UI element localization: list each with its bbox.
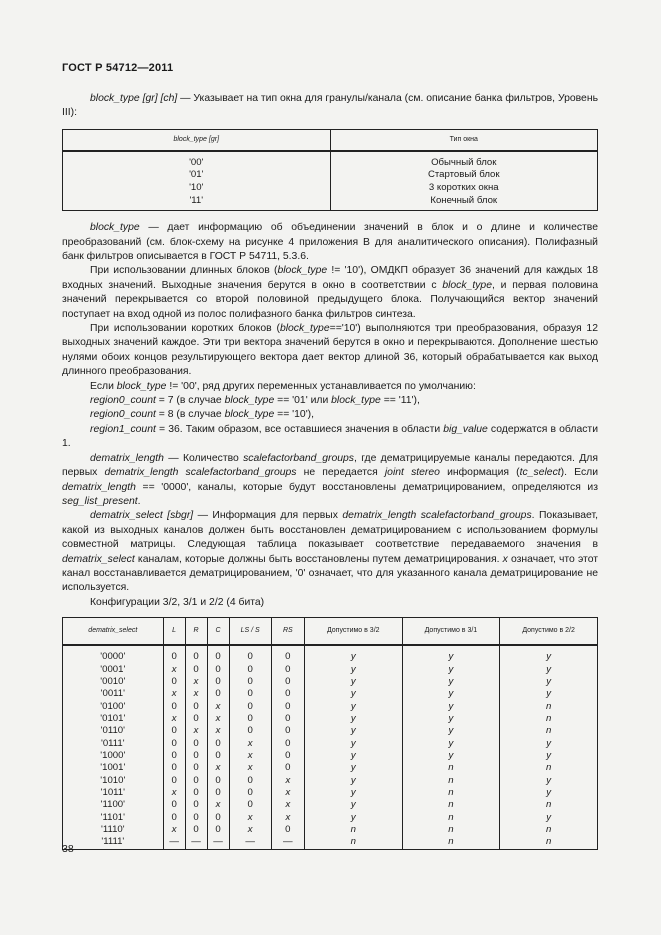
- table-cell: y: [304, 750, 402, 762]
- table-cell: n: [304, 836, 402, 849]
- table-cell: 0: [163, 645, 185, 663]
- table-cell: 0: [185, 701, 207, 713]
- table-cell: n: [500, 701, 598, 713]
- table-cell: n: [402, 824, 500, 836]
- table-cell: y: [304, 701, 402, 713]
- table-cell: y: [304, 645, 402, 663]
- table-cell: n: [304, 824, 402, 836]
- table-cell: y: [500, 787, 598, 799]
- table-cell: '0010': [63, 676, 164, 688]
- table-cell: '0111': [63, 738, 164, 750]
- table-row: [63, 738, 598, 750]
- column-header: Тип окна: [330, 129, 598, 151]
- column-header: Допустимо в 3/2: [304, 618, 402, 646]
- table-cell: '1111': [63, 836, 164, 849]
- table-cell: 0: [185, 664, 207, 676]
- table-cell: 0: [229, 725, 271, 737]
- table-cell: 0: [163, 738, 185, 750]
- table-cell: '1011': [63, 787, 164, 799]
- paragraph-dematrix-length: dematrix_length — Количество scalefactorband_groups, где дематрицируемые каналы передаются. Для первых dematrix_length scalefactorband_groups не передается joint stereo информация (tc_select). Если dematrix_length == '0000', каналы, которые будут восстановлены дематрицированием, определяются из seg_list_present.: [62, 452, 599, 507]
- table-row: [63, 762, 598, 774]
- table-cell: n: [402, 762, 500, 774]
- table-cell: y: [402, 713, 500, 725]
- table-cell: 0: [185, 762, 207, 774]
- table-cell: y: [304, 688, 402, 700]
- table-cell: y: [402, 725, 500, 737]
- table-cell: 0: [207, 775, 229, 787]
- table-cell: 0: [185, 738, 207, 750]
- table-cell: —: [271, 836, 304, 849]
- table-cell: 0: [207, 664, 229, 676]
- table-cell: y: [500, 664, 598, 676]
- table-cell: 0: [271, 688, 304, 700]
- table-cell: n: [402, 836, 500, 849]
- table-cell: x: [163, 688, 185, 700]
- column-header: LS / S: [229, 618, 271, 646]
- table-cell: 0: [163, 701, 185, 713]
- table-cell: n: [402, 812, 500, 824]
- table-cell: 0: [207, 645, 229, 663]
- table-cell: —: [185, 836, 207, 849]
- table-row: [63, 787, 598, 799]
- table-cell: '1100': [63, 799, 164, 811]
- table-cell: n: [500, 799, 598, 811]
- table-cell: 0: [229, 645, 271, 663]
- codes-cell: [63, 151, 331, 211]
- table-cell: y: [304, 738, 402, 750]
- table-row: [63, 701, 598, 713]
- table-cell: 0: [163, 775, 185, 787]
- table-cell: x: [185, 725, 207, 737]
- window-type-name: Обычный блок: [431, 156, 497, 168]
- paragraph-defaults: Если block_type != '00', ряд других переменных устанавливается по умолчанию:: [90, 380, 476, 392]
- paragraph-dematrix-select: dematrix_select [sbgr] — Информация для первых dematrix_length scalefactorband_groups. Показывает, какой из выходных каналов должен быть восстановлен дематрицированием с использованием формулы совместной матрицы. Следующая таблица показывает соответствие передаваемого значения в dematrix_select каналам, которые должны быть восстановлены путем дематрицирования. x означает, что этот канал восстанавливается дематрицированием, '0' означает, что для указанного канала дематрицирование не используется.: [62, 510, 599, 594]
- table-cell: y: [304, 799, 402, 811]
- table-cell: x: [163, 664, 185, 676]
- block-type-code: '11': [189, 194, 204, 206]
- table-cell: y: [304, 725, 402, 737]
- column-header: RS: [271, 618, 304, 646]
- table-cell: 0: [207, 676, 229, 688]
- table-cell: n: [500, 725, 598, 737]
- table-cell: 0: [229, 799, 271, 811]
- table-cell: y: [402, 750, 500, 762]
- table-cell: x: [163, 713, 185, 725]
- table-cell: y: [500, 688, 598, 700]
- table-cell: 0: [229, 688, 271, 700]
- column-header: R: [185, 618, 207, 646]
- table-cell: '1110': [63, 824, 164, 836]
- table-cell: 0: [163, 762, 185, 774]
- table-cell: y: [304, 812, 402, 824]
- block-type-table: [62, 129, 598, 211]
- table-cell: x: [229, 812, 271, 824]
- block-type-code: '10': [189, 182, 204, 193]
- block-type-code: '00': [189, 156, 204, 168]
- table-cell: x: [271, 787, 304, 799]
- table-cell: '0001': [63, 664, 164, 676]
- table-cell: n: [402, 799, 500, 811]
- table-cell: 0: [207, 688, 229, 700]
- paragraph-block-type: block_type — дает информацию об объединении значений в блок и о длине и количестве преобразований (см. блок-схему на рисунке 4 приложения В для аналитического описания). Полифазный банк фильтров описывается в ГОСТ Р 54711, 5.3.6.: [62, 222, 598, 262]
- table-cell: 0: [271, 725, 304, 737]
- table-cell: n: [500, 762, 598, 774]
- column-header: L: [163, 618, 185, 646]
- paragraph-region0-b: region0_count = 8 (в случае block_type == '10'),: [90, 409, 315, 421]
- term: block_type [gr] [ch]: [90, 93, 178, 104]
- table-cell: 0: [207, 812, 229, 824]
- table-cell: n: [402, 775, 500, 787]
- table-cell: 0: [207, 824, 229, 836]
- table-cell: y: [304, 713, 402, 725]
- table-cell: n: [500, 824, 598, 836]
- table-cell: x: [229, 762, 271, 774]
- table-cell: 0: [185, 787, 207, 799]
- table-cell: x: [207, 713, 229, 725]
- table-cell: 0: [271, 645, 304, 663]
- table-row: [63, 725, 598, 737]
- table-cell: 0: [185, 799, 207, 811]
- table-cell: x: [207, 762, 229, 774]
- paragraph-region1: region1_count = 36. Таким образом, все оставшиеся значения в области big_value содержатся в области 1.: [62, 423, 598, 450]
- table-cell: x: [229, 824, 271, 836]
- table-cell: 0: [163, 676, 185, 688]
- table-cell: 0: [229, 787, 271, 799]
- table-cell: x: [271, 812, 304, 824]
- table-cell: '0000': [63, 645, 164, 663]
- paragraph-region0-a: region0_count = 7 (в случае block_type == '01' или block_type == '11'),: [90, 395, 420, 407]
- table-cell: 0: [185, 812, 207, 824]
- table-cell: —: [163, 836, 185, 849]
- table-cell: x: [207, 725, 229, 737]
- column-header: dematrix_select: [63, 618, 164, 646]
- table-cell: y: [304, 676, 402, 688]
- table-cell: y: [304, 787, 402, 799]
- table-cell: n: [500, 713, 598, 725]
- table-cell: x: [185, 676, 207, 688]
- block-type-code: '01': [189, 169, 204, 181]
- table-cell: '1000': [63, 750, 164, 762]
- table-cell: 0: [207, 750, 229, 762]
- names-cell: [330, 151, 598, 211]
- table-cell: 0: [229, 676, 271, 688]
- table-cell: n: [402, 787, 500, 799]
- table-cell: 0: [271, 713, 304, 725]
- table-cell: 0: [271, 824, 304, 836]
- table-cell: 0: [163, 799, 185, 811]
- column-header: Допустимо в 2/2: [500, 618, 598, 646]
- table-cell: y: [304, 664, 402, 676]
- table-cell: y: [304, 762, 402, 774]
- column-header: C: [207, 618, 229, 646]
- table-cell: 0: [207, 787, 229, 799]
- table-cell: y: [500, 645, 598, 663]
- dematrix-select-table: [62, 617, 598, 850]
- table-cell: 0: [185, 713, 207, 725]
- table-row: [63, 688, 598, 700]
- table-cell: 0: [271, 738, 304, 750]
- table-cell: y: [402, 664, 500, 676]
- table-row: [63, 836, 598, 849]
- table-cell: y: [500, 676, 598, 688]
- table-cell: 0: [271, 762, 304, 774]
- table-cell: '0110': [63, 725, 164, 737]
- table-cell: y: [402, 645, 500, 663]
- document-header: ГОСТ Р 54712—2011: [62, 62, 174, 74]
- table-row: [63, 812, 598, 824]
- config-line: Конфигурации 3/2, 3/1 и 2/2 (4 бита): [90, 596, 265, 608]
- table-cell: —: [229, 836, 271, 849]
- table-cell: x: [229, 750, 271, 762]
- table-cell: y: [402, 701, 500, 713]
- table-cell: 0: [229, 664, 271, 676]
- table-cell: n: [500, 836, 598, 849]
- table-row: [63, 775, 598, 787]
- table-cell: 0: [271, 701, 304, 713]
- intro-paragraph: block_type [gr] [ch] — Указывает на тип окна для гранулы/канала (см. описание банка фильтров, Уровень III):: [62, 93, 598, 119]
- table-row: [63, 824, 598, 836]
- table-cell: 0: [271, 676, 304, 688]
- table-cell: '1001': [63, 762, 164, 774]
- window-type-name: 3 коротких окна: [428, 182, 499, 193]
- table-cell: 0: [163, 812, 185, 824]
- table-row: [63, 750, 598, 762]
- page-number: 38: [62, 843, 74, 855]
- table-cell: '1101': [63, 812, 164, 824]
- table-cell: x: [271, 799, 304, 811]
- table-cell: 0: [163, 725, 185, 737]
- table-cell: y: [402, 676, 500, 688]
- table-cell: 0: [185, 645, 207, 663]
- table-cell: 0: [271, 750, 304, 762]
- table-row: [63, 799, 598, 811]
- table-cell: '0101': [63, 713, 164, 725]
- table-cell: 0: [163, 750, 185, 762]
- table-cell: y: [304, 775, 402, 787]
- column-header: Допустимо в 3/1: [402, 618, 500, 646]
- table-cell: x: [271, 775, 304, 787]
- table-row: [63, 645, 598, 663]
- table-cell: y: [402, 688, 500, 700]
- table-cell: 0: [207, 738, 229, 750]
- column-header: block_type [gr]: [63, 129, 331, 151]
- table-cell: y: [402, 738, 500, 750]
- table-cell: y: [500, 738, 598, 750]
- page-content: [62, 92, 598, 850]
- window-type-name: Стартовый блок: [427, 169, 500, 181]
- table-cell: 0: [185, 775, 207, 787]
- window-type-name: Конечный блок: [430, 194, 498, 206]
- table-cell: 0: [271, 664, 304, 676]
- table-row: [63, 713, 598, 725]
- table-cell: x: [163, 824, 185, 836]
- table-cell: '0100': [63, 701, 164, 713]
- table-cell: x: [229, 738, 271, 750]
- table-cell: y: [500, 812, 598, 824]
- table-cell: x: [207, 701, 229, 713]
- table-cell: 0: [185, 824, 207, 836]
- table-cell: x: [163, 787, 185, 799]
- table-cell: x: [207, 799, 229, 811]
- table-cell: y: [500, 750, 598, 762]
- paragraph-short-blocks: При использовании коротких блоков (block_type=='10') выполняются три преобразования, образуя 12 выходных значений каждое. Эти три вектора значений берутся в окно и перекрываются. Дополнение шестью нулями обоих концов результирующего вектора дает вектор длиной 36, который обрабатывается как выход длинного преобразования.: [62, 323, 598, 378]
- table-cell: x: [185, 688, 207, 700]
- table-cell: —: [207, 836, 229, 849]
- table-cell: y: [500, 775, 598, 787]
- table-row: [63, 664, 598, 676]
- table-cell: 0: [185, 750, 207, 762]
- table-cell: 0: [229, 701, 271, 713]
- table-cell: '1010': [63, 775, 164, 787]
- table-cell: '0011': [63, 688, 164, 700]
- table-cell: 0: [229, 713, 271, 725]
- table-cell: 0: [229, 775, 271, 787]
- table-row: [63, 676, 598, 688]
- paragraph-long-blocks: При использовании длинных блоков (block_type != '10'), ОМДКП образует 36 значений для каждых 18 входных значений. Выходные значения берутся в окно в соответствии с block_type, и первая половина значений перекрывается со второй половиной предыдущего блока. Получающийся вектор значений поступает на вход одной из полос полифазного банка фильтров синтеза.: [62, 265, 599, 320]
